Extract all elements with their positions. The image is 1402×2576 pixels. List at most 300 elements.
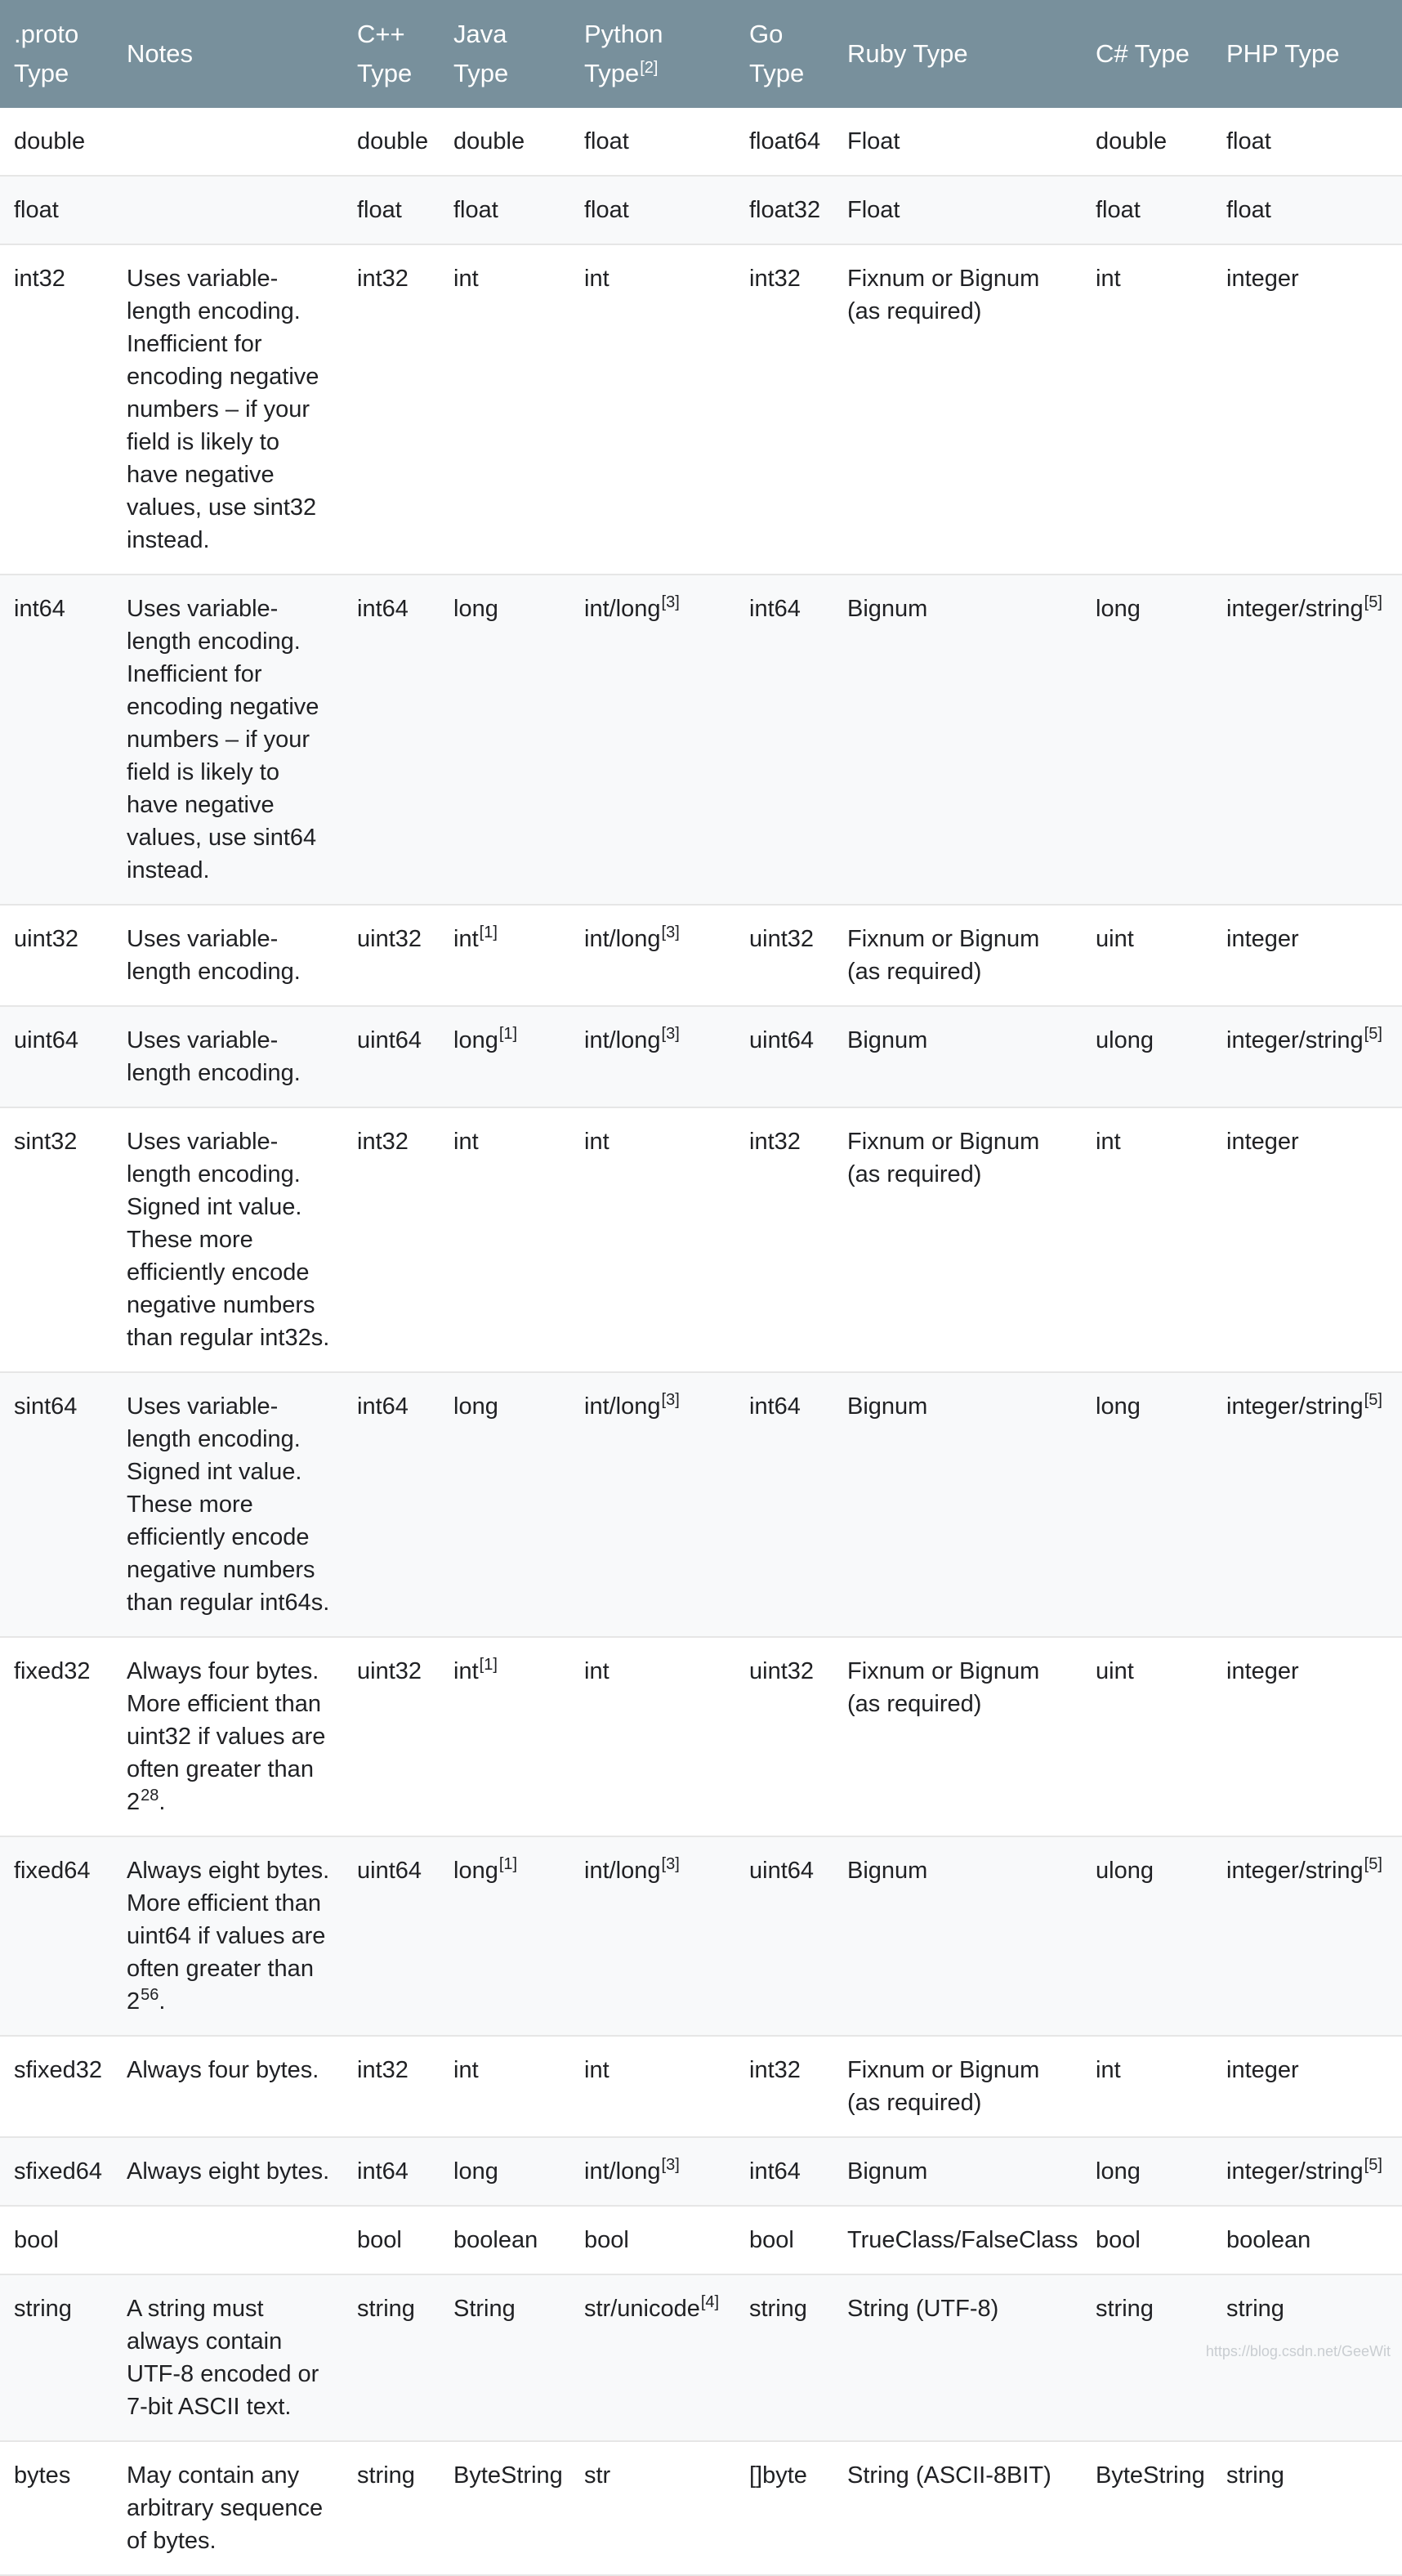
cell-go-type — [735, 1836, 833, 2036]
cell-php-type-text: integer — [1226, 2057, 1299, 2083]
cell-go-type — [735, 2036, 833, 2137]
cell-python-type-text: bool — [584, 2227, 629, 2253]
cell-ruby-type — [833, 1372, 1082, 1637]
footnote-link[interactable]: [1] — [498, 1025, 518, 1043]
cell-proto-type-text: float — [14, 197, 59, 223]
cell-notes-text: Uses variable-length encoding. — [127, 1027, 301, 1086]
cell-notes — [113, 1836, 343, 2036]
cell-python-type — [570, 1637, 735, 1836]
cell-cpp-type-text: int32 — [357, 266, 409, 292]
cell-java-type — [440, 905, 570, 1006]
cell-proto-type — [0, 1836, 113, 2036]
header-go-type: Go Type — [749, 20, 805, 87]
cell-ruby-type — [833, 1637, 1082, 1836]
cell-notes — [113, 2137, 343, 2206]
cell-proto-type — [0, 905, 113, 1006]
cell-java-type — [440, 1107, 570, 1372]
cell-notes-text: May contain any arbitrary sequence of bytes. — [127, 2462, 324, 2554]
cell-ruby-type — [833, 1107, 1082, 1372]
cell-csharp-type — [1082, 1006, 1212, 1107]
cell-java-type-text: int — [453, 1129, 479, 1155]
cell-python-type — [570, 575, 735, 905]
cell-java-type-text: boolean — [453, 2227, 538, 2253]
cell-php-type-text: integer/string — [1226, 1858, 1364, 1884]
cell-proto-type-text: string — [14, 2296, 72, 2322]
cell-python-type — [570, 176, 735, 244]
cell-python-type — [570, 2036, 735, 2137]
cell-ruby-type-text: Bignum — [847, 2158, 928, 2185]
cell-csharp-type-text: long — [1096, 1393, 1141, 1420]
cell-proto-type — [0, 1107, 113, 1372]
cell-proto-type-text: sfixed64 — [14, 2158, 103, 2185]
cell-ruby-type-text: TrueClass/FalseClass — [847, 2227, 1078, 2253]
cell-notes — [113, 244, 343, 575]
cell-php-type — [1212, 1836, 1402, 2036]
cell-go-type-text: uint64 — [749, 1027, 815, 1053]
cell-python-type — [570, 1006, 735, 1107]
cell-proto-type — [0, 2274, 113, 2441]
cell-csharp-type-text: long — [1096, 596, 1141, 622]
table-row — [0, 2137, 1402, 2206]
cell-ruby-type — [833, 1006, 1082, 1107]
cell-php-type-text: string — [1226, 2296, 1284, 2322]
cell-python-type-text: str — [584, 2462, 611, 2489]
cell-notes — [113, 2274, 343, 2441]
cell-notes-text: Always four bytes. More efficient than uint32 if values are often greater than 2 — [127, 1658, 326, 1815]
cell-go-type-text: string — [749, 2296, 807, 2322]
cell-ruby-type — [833, 1836, 1082, 2036]
cell-csharp-type-text: double — [1096, 128, 1168, 154]
cell-notes — [113, 2036, 343, 2137]
cell-python-type-text: int/long — [584, 2158, 661, 2185]
cell-ruby-type-text: Fixnum or Bignum (as required) — [847, 266, 1040, 324]
cell-go-type-text: int64 — [749, 1393, 801, 1420]
table-row — [0, 2274, 1402, 2441]
cell-proto-type — [0, 108, 113, 176]
cell-php-type-text: integer — [1226, 1658, 1299, 1684]
cell-java-type-text: long — [453, 596, 498, 622]
cell-python-type — [570, 1107, 735, 1372]
cell-cpp-type — [343, 1637, 440, 1836]
cell-go-type-text: float32 — [749, 197, 821, 223]
cell-php-type-text: string — [1226, 2462, 1284, 2489]
cell-php-type — [1212, 905, 1402, 1006]
cell-go-type — [735, 1107, 833, 1372]
notes-exponent: 28 — [141, 1787, 159, 1805]
cell-ruby-type — [833, 2036, 1082, 2137]
cell-go-type-text: int64 — [749, 596, 801, 622]
cell-php-type — [1212, 2206, 1402, 2274]
cell-java-type-text: int — [453, 926, 479, 952]
cell-cpp-type — [343, 108, 440, 176]
cell-java-type — [440, 1006, 570, 1107]
cell-ruby-type-text: Bignum — [847, 1393, 928, 1420]
cell-go-type — [735, 2441, 833, 2575]
cell-python-type — [570, 2274, 735, 2441]
header-php-type: PHP Type — [1226, 39, 1340, 68]
footnote-link[interactable]: [5] — [1364, 2156, 1382, 2174]
cell-csharp-type-text: ulong — [1096, 1027, 1154, 1053]
table-row — [0, 1372, 1402, 1637]
cell-notes — [113, 108, 343, 176]
cell-cpp-type — [343, 905, 440, 1006]
cell-cpp-type — [343, 1836, 440, 2036]
cell-proto-type-text: fixed32 — [14, 1658, 91, 1684]
cell-proto-type-text: fixed64 — [14, 1858, 91, 1884]
cell-java-type-text: long — [453, 2158, 498, 2185]
cell-java-type-text: long — [453, 1393, 498, 1420]
footnote-link[interactable]: [5] — [1364, 1025, 1382, 1043]
cell-ruby-type-text: Float — [847, 128, 900, 154]
cell-notes — [113, 575, 343, 905]
cell-notes — [113, 2206, 343, 2274]
table-header-row — [0, 0, 1402, 108]
cell-python-type-text: int/long — [584, 596, 661, 622]
cell-ruby-type — [833, 108, 1082, 176]
cell-go-type — [735, 1006, 833, 1107]
cell-php-type — [1212, 244, 1402, 575]
cell-proto-type — [0, 575, 113, 905]
cell-ruby-type-text: Float — [847, 197, 900, 223]
cell-python-type-text: int/long — [584, 1393, 661, 1420]
cell-ruby-type-text: Bignum — [847, 596, 928, 622]
footnote-link[interactable]: [3] — [661, 2156, 680, 2174]
cell-python-type-text: str/unicode — [584, 2296, 700, 2322]
cell-python-type-text: int/long — [584, 926, 661, 952]
table-row — [0, 1637, 1402, 1836]
cell-go-type-text: int32 — [749, 2057, 801, 2083]
table-row — [0, 905, 1402, 1006]
cell-cpp-type-text: uint64 — [357, 1027, 422, 1053]
cell-java-type — [440, 244, 570, 575]
cell-go-type — [735, 1637, 833, 1836]
cell-php-type — [1212, 108, 1402, 176]
cell-java-type-text: float — [453, 197, 498, 223]
cell-csharp-type — [1082, 905, 1212, 1006]
cell-go-type-text: int64 — [749, 2158, 801, 2185]
table-row — [0, 2206, 1402, 2274]
cell-cpp-type — [343, 2274, 440, 2441]
cell-notes-text: Uses variable-length encoding. Signed int value. These more efficiently encode negative numbers than regular int64s. — [127, 1393, 330, 1616]
cell-csharp-type-text: ByteString — [1096, 2462, 1205, 2489]
cell-java-type — [440, 2036, 570, 2137]
cell-php-type — [1212, 575, 1402, 905]
notes-exponent: 56 — [141, 1986, 159, 2004]
cell-java-type-text: int — [453, 1658, 479, 1684]
cell-ruby-type-text: Fixnum or Bignum (as required) — [847, 2057, 1040, 2116]
cell-cpp-type-text: uint32 — [357, 1658, 422, 1684]
cell-java-type — [440, 2137, 570, 2206]
cell-go-type-text: []byte — [749, 2462, 807, 2489]
cell-go-type — [735, 2274, 833, 2441]
cell-python-type-text: int/long — [584, 1858, 661, 1884]
cell-java-type — [440, 2441, 570, 2575]
cell-php-type-text: float — [1226, 197, 1271, 223]
cell-csharp-type — [1082, 2441, 1212, 2575]
cell-python-type — [570, 108, 735, 176]
cell-proto-type — [0, 1637, 113, 1836]
cell-php-type-text: integer — [1226, 266, 1299, 292]
cell-php-type-text: integer/string — [1226, 596, 1364, 622]
cell-ruby-type-text: Fixnum or Bignum (as required) — [847, 926, 1040, 985]
header-csharp-type: C# Type — [1096, 39, 1190, 68]
cell-csharp-type — [1082, 1107, 1212, 1372]
footnote-link[interactable]: [1] — [498, 1855, 518, 1873]
cell-csharp-type-text: int — [1096, 2057, 1121, 2083]
cell-ruby-type — [833, 905, 1082, 1006]
cell-php-type-text: integer — [1226, 926, 1299, 952]
cell-proto-type-text: sint32 — [14, 1129, 78, 1155]
cell-php-type — [1212, 1372, 1402, 1637]
cell-go-type-text: bool — [749, 2227, 794, 2253]
cell-notes-text: A string must always contain UTF-8 encoded or 7-bit ASCII text. — [127, 2296, 319, 2420]
cell-go-type-text: float64 — [749, 128, 821, 154]
cell-go-type — [735, 905, 833, 1006]
footnote-link[interactable]: [2] — [640, 59, 659, 77]
cell-cpp-type-text: string — [357, 2462, 415, 2489]
cell-java-type — [440, 1372, 570, 1637]
cell-go-type — [735, 2206, 833, 2274]
footnote-link[interactable]: [1] — [479, 1656, 498, 1674]
cell-ruby-type — [833, 244, 1082, 575]
cell-java-type — [440, 2206, 570, 2274]
cell-python-type — [570, 905, 735, 1006]
cell-csharp-type — [1082, 2137, 1212, 2206]
cell-php-type-text: integer/string — [1226, 1393, 1364, 1420]
cell-go-type-text: uint64 — [749, 1858, 815, 1884]
footnote-link[interactable]: [3] — [661, 1391, 680, 1409]
cell-cpp-type — [343, 1107, 440, 1372]
cell-go-type — [735, 108, 833, 176]
cell-python-type — [570, 2137, 735, 2206]
footnote-link[interactable]: [3] — [661, 593, 680, 611]
cell-csharp-type-text: uint — [1096, 926, 1134, 952]
cell-python-type-text: float — [584, 197, 629, 223]
cell-go-type — [735, 1372, 833, 1637]
cell-ruby-type-text: String (ASCII-8BIT) — [847, 2462, 1052, 2489]
cell-cpp-type-text: int32 — [357, 1129, 409, 1155]
notes-end: . — [159, 1988, 166, 2015]
cell-csharp-type-text: float — [1096, 197, 1141, 223]
cell-java-type-text: String — [453, 2296, 516, 2322]
cell-cpp-type-text: int32 — [357, 2057, 409, 2083]
cell-proto-type-text: bytes — [14, 2462, 71, 2489]
cell-cpp-type — [343, 2036, 440, 2137]
cell-csharp-type — [1082, 1637, 1212, 1836]
cell-java-type-text: int — [453, 266, 479, 292]
cell-csharp-type-text: ulong — [1096, 1858, 1154, 1884]
footnote-link[interactable]: [1] — [479, 924, 498, 941]
cell-cpp-type — [343, 2137, 440, 2206]
cell-csharp-type — [1082, 1836, 1212, 2036]
cell-ruby-type-text: Bignum — [847, 1858, 928, 1884]
cell-go-type — [735, 575, 833, 905]
watermark: https://blog.csdn.net/GeeWit — [1205, 2343, 1391, 2359]
cell-cpp-type — [343, 2206, 440, 2274]
cell-ruby-type-text: String (UTF-8) — [847, 2296, 999, 2322]
cell-php-type — [1212, 2441, 1402, 2575]
footnote-link[interactable]: [3] — [661, 1855, 680, 1873]
cell-proto-type-text: bool — [14, 2227, 59, 2253]
cell-ruby-type — [833, 2441, 1082, 2575]
cell-go-type — [735, 244, 833, 575]
cell-java-type-text: double — [453, 128, 525, 154]
cell-php-type — [1212, 1637, 1402, 1836]
cell-ruby-type-text: Fixnum or Bignum (as required) — [847, 1658, 1040, 1717]
cell-notes-text: Always four bytes. — [127, 2057, 319, 2083]
table-row — [0, 176, 1402, 244]
footnote-link[interactable]: [5] — [1364, 1855, 1382, 1873]
cell-notes — [113, 905, 343, 1006]
footnote-link[interactable]: [5] — [1364, 593, 1382, 611]
cell-notes-text: Uses variable-length encoding. Inefficient for encoding negative numbers – if your field is likely to have negative values, use sint64 instead. — [127, 596, 319, 883]
table-row — [0, 1006, 1402, 1107]
cell-go-type — [735, 2137, 833, 2206]
cell-notes-text: Always eight bytes. More efficient than uint64 if values are often greater than 2 — [127, 1858, 330, 2015]
cell-cpp-type-text: uint64 — [357, 1858, 422, 1884]
cell-csharp-type-text: uint — [1096, 1658, 1134, 1684]
cell-csharp-type-text: bool — [1096, 2227, 1141, 2253]
cell-java-type — [440, 2274, 570, 2441]
cell-cpp-type — [343, 2441, 440, 2575]
cell-cpp-type-text: double — [357, 128, 429, 154]
cell-java-type — [440, 176, 570, 244]
cell-php-type — [1212, 1107, 1402, 1372]
cell-proto-type — [0, 2206, 113, 2274]
cell-cpp-type-text: uint32 — [357, 926, 422, 952]
cell-java-type-text: ByteString — [453, 2462, 563, 2489]
cell-notes-text: Uses variable-length encoding. — [127, 926, 301, 985]
cell-notes-text: Uses variable-length encoding. Signed int value. These more efficiently encode negative numbers than regular int32s. — [127, 1129, 330, 1351]
cell-cpp-type — [343, 1006, 440, 1107]
cell-proto-type-text: sint64 — [14, 1393, 78, 1420]
cell-python-type-text: int — [584, 1658, 609, 1684]
cell-php-type-text: boolean — [1226, 2227, 1311, 2253]
cell-cpp-type-text: int64 — [357, 596, 409, 622]
cell-java-type — [440, 1836, 570, 2036]
cell-proto-type — [0, 176, 113, 244]
cell-notes — [113, 2441, 343, 2575]
cell-go-type-text: uint32 — [749, 926, 815, 952]
cell-ruby-type — [833, 2274, 1082, 2441]
cell-python-type — [570, 2206, 735, 2274]
cell-proto-type — [0, 244, 113, 575]
cell-java-type-text: long — [453, 1858, 498, 1884]
footnote-link[interactable]: [3] — [661, 1025, 680, 1043]
cell-proto-type — [0, 1006, 113, 1107]
cell-python-type-text: int — [584, 266, 609, 292]
cell-python-type-text: float — [584, 128, 629, 154]
cell-cpp-type-text: int64 — [357, 1393, 409, 1420]
header-python-type: Python Type[2] — [584, 20, 663, 87]
cell-csharp-type — [1082, 108, 1212, 176]
cell-cpp-type-text: bool — [357, 2227, 402, 2253]
cell-cpp-type-text: float — [357, 197, 402, 223]
table-row — [0, 108, 1402, 176]
cell-proto-type — [0, 2441, 113, 2575]
cell-proto-type-text: int64 — [14, 596, 65, 622]
cell-csharp-type — [1082, 244, 1212, 575]
cell-java-type — [440, 575, 570, 905]
cell-csharp-type — [1082, 575, 1212, 905]
cell-csharp-type — [1082, 2274, 1212, 2441]
cell-php-type-text: integer/string — [1226, 1027, 1364, 1053]
header-notes: Notes — [127, 39, 193, 68]
cell-proto-type — [0, 2036, 113, 2137]
cell-csharp-type — [1082, 2206, 1212, 2274]
table-row — [0, 575, 1402, 905]
cell-notes — [113, 1637, 343, 1836]
cell-notes — [113, 1006, 343, 1107]
footnote-link[interactable]: [4] — [700, 2293, 720, 2311]
cell-notes — [113, 1372, 343, 1637]
table-row — [0, 1107, 1402, 1372]
cell-csharp-type — [1082, 1372, 1212, 1637]
cell-java-type-text: long — [453, 1027, 498, 1053]
header-cpp-type: C++ Type — [357, 20, 413, 87]
cell-ruby-type — [833, 176, 1082, 244]
cell-php-type-text: float — [1226, 128, 1271, 154]
cell-cpp-type — [343, 1372, 440, 1637]
cell-go-type-text: int32 — [749, 1129, 801, 1155]
cell-php-type-text: integer — [1226, 1129, 1299, 1155]
cell-ruby-type — [833, 2137, 1082, 2206]
cell-java-type-text: int — [453, 2057, 479, 2083]
cell-cpp-type-text: string — [357, 2296, 415, 2322]
cell-proto-type-text: sfixed32 — [14, 2057, 103, 2083]
cell-notes-text: Uses variable-length encoding. Inefficient for encoding negative numbers – if your field is likely to have negative values, use sint32 instead. — [127, 266, 319, 553]
cell-php-type — [1212, 176, 1402, 244]
cell-ruby-type-text: Bignum — [847, 1027, 928, 1053]
cell-cpp-type — [343, 176, 440, 244]
cell-cpp-type-text: int64 — [357, 2158, 409, 2185]
cell-csharp-type — [1082, 2036, 1212, 2137]
cell-notes — [113, 176, 343, 244]
cell-php-type — [1212, 1006, 1402, 1107]
cell-python-type-text: int — [584, 1129, 609, 1155]
cell-ruby-type-text: Fixnum or Bignum (as required) — [847, 1129, 1040, 1187]
cell-csharp-type-text: long — [1096, 2158, 1141, 2185]
cell-ruby-type — [833, 575, 1082, 905]
cell-proto-type-text: int32 — [14, 266, 65, 292]
cell-proto-type-text: uint64 — [14, 1027, 79, 1053]
cell-php-type-text: integer/string — [1226, 2158, 1364, 2185]
cell-csharp-type-text: int — [1096, 1129, 1121, 1155]
cell-python-type-text: int — [584, 2057, 609, 2083]
cell-python-type-text: int/long — [584, 1027, 661, 1053]
cell-ruby-type — [833, 2206, 1082, 2274]
footnote-link[interactable]: [3] — [661, 924, 680, 941]
cell-notes-text: Always eight bytes. — [127, 2158, 330, 2185]
header-java-type: Java Type — [453, 20, 509, 87]
cell-python-type — [570, 1372, 735, 1637]
cell-php-type — [1212, 2137, 1402, 2206]
table-row — [0, 1836, 1402, 2036]
cell-csharp-type-text: string — [1096, 2296, 1154, 2322]
table-row — [0, 244, 1402, 575]
table-row — [0, 2441, 1402, 2575]
cell-proto-type-text: uint32 — [14, 926, 79, 952]
cell-python-type — [570, 1836, 735, 2036]
cell-csharp-type — [1082, 176, 1212, 244]
cell-python-type — [570, 244, 735, 575]
cell-go-type-text: uint32 — [749, 1658, 815, 1684]
notes-end: . — [159, 1789, 166, 1815]
footnote-link[interactable]: [5] — [1364, 1391, 1382, 1409]
table-row — [0, 2036, 1402, 2137]
header-ruby-type: Ruby Type — [847, 39, 968, 68]
cell-java-type — [440, 1637, 570, 1836]
